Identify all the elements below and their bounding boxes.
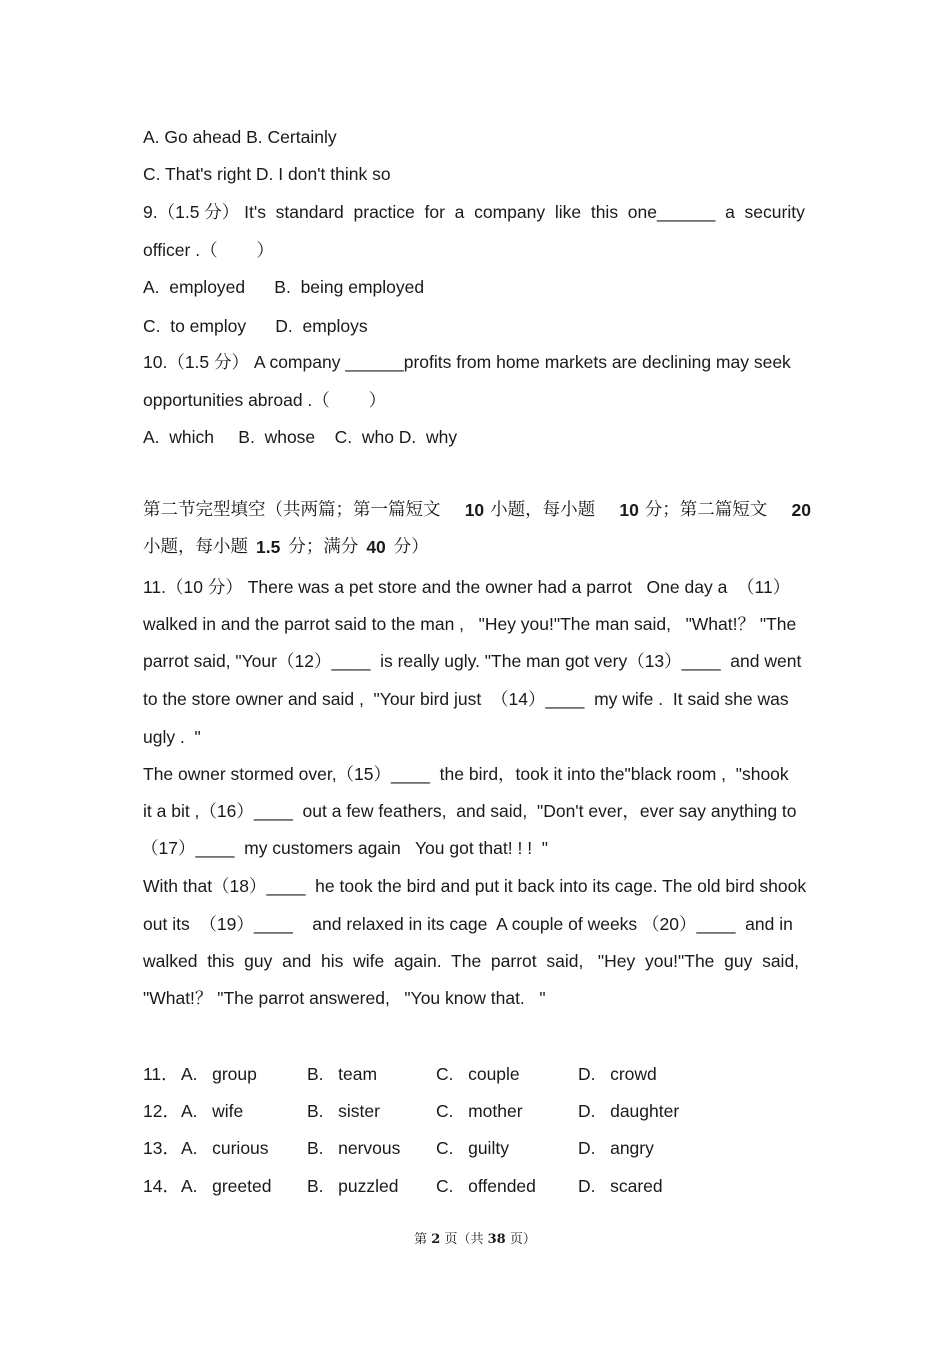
q9-stem-line-2: officer .（ ） (143, 240, 274, 260)
q9-stem-line-1: 9.（1.5 分） It's standard practice for a company like this one______ a security (143, 202, 805, 222)
q9-options-line-2: C. to employ D. employs (143, 316, 368, 336)
passage-line-3: parrot said, "Your（12）____ is really ugly. "The man got very（13）____ and went (143, 651, 802, 671)
section-heading-line-2 (143, 536, 811, 558)
cloze-option-d: D. daughter (578, 1101, 680, 1121)
passage-line-9: With that（18）____ he took the bird and put it back into its cage. The old bird shook (143, 876, 807, 896)
passage-line-1: 11.（10 分） There was a pet store and the owner had a parrot One day a （11） (143, 577, 791, 597)
footer-middle: 页（共 (444, 1232, 484, 1247)
section-heading-part-1: 第二节完型填空（共两篇；第一篇短文 (143, 500, 441, 520)
cloze-option-b: B. sister (307, 1101, 380, 1121)
cloze-option-b: B. puzzled (307, 1176, 399, 1196)
q10-stem-line-2: opportunities abroad .（ ） (143, 390, 387, 410)
passage-line-2: walked in and the parrot said to the man , "Hey you!"The man said, "What!？ "The (143, 614, 797, 634)
section-heading-part-2: 小题，每小题 (490, 500, 596, 520)
cloze-option-number: 13． (143, 1138, 180, 1158)
cloze-option-number: 12． (143, 1101, 180, 1121)
q8-options-line-1: A. Go ahead B. Certainly (143, 127, 337, 147)
section-score-2: 1.5 (256, 537, 281, 557)
cloze-option-c: C. guilty (436, 1138, 509, 1158)
cloze-option-c: C. mother (436, 1101, 523, 1121)
passage-line-12: "What!？ "The parrot answered, "You know that. " (143, 988, 546, 1008)
q8-options-line-2: C. That's right D. I don't think so (143, 164, 391, 184)
q9-options-line-1: A. employed B. being employed (143, 277, 425, 297)
cloze-option-d: D. angry (578, 1138, 654, 1158)
q10-options: A. which B. whose C. who D. why (143, 427, 458, 447)
cloze-option-d: D. crowd (578, 1064, 657, 1084)
section-score-1: 10 (619, 500, 639, 520)
cloze-option-b: B. team (307, 1064, 378, 1084)
section-heading-part-6: 分） (393, 537, 429, 557)
total-pages: 38 (487, 1232, 506, 1247)
passage-line-7: it a bit ,（16）____ out a few feathers, and said, "Don't ever，ever say anything to (143, 801, 797, 821)
passage-line-8: （17）____ my customers again You got that! ! ! " (141, 838, 548, 858)
cloze-option-b: B. nervous (307, 1138, 401, 1158)
section-heading-part-4: 小题，每小题 (143, 537, 248, 557)
cloze-option-d: D. scared (578, 1176, 663, 1196)
section-total: 40 (366, 537, 386, 557)
cloze-option-a: A. greeted (181, 1176, 272, 1196)
cloze-option-a: A. curious (181, 1138, 269, 1158)
cloze-option-a: A. wife (181, 1101, 244, 1121)
passage-line-11: walked this guy and his wife again. The parrot said, "Hey you!"The guy said, (143, 951, 800, 971)
passage-line-6: The owner stormed over,（15）____ the bird，took it into the"black room , "shook (143, 764, 789, 784)
section-heading-part-3: 分；第二篇短文 (644, 500, 768, 520)
cloze-option-number: 14． (143, 1176, 180, 1196)
section-heading-part-5: 分；满分 (288, 537, 359, 557)
passage-line-4: to the store owner and said , "Your bird just （14）____ my wife . It said she was (143, 689, 789, 709)
q10-stem-line-1: 10.（1.5 分） A company ______profits from home markets are declining may seek (143, 352, 791, 372)
footer-prefix: 第 (414, 1232, 428, 1247)
page-footer (0, 1231, 950, 1249)
cloze-option-c: C. couple (436, 1064, 520, 1084)
passage-line-10: out its （19）____ and relaxed in its cage A couple of weeks （20）____ and in (143, 914, 793, 934)
section-heading-line-1 (143, 499, 811, 521)
section-count-2: 20 (791, 500, 811, 520)
cloze-option-a: A. group (181, 1064, 257, 1084)
page-number: 2 (431, 1232, 441, 1247)
passage-line-5: ugly . " (143, 727, 201, 747)
cloze-option-number: 11． (143, 1064, 179, 1084)
footer-suffix: 页） (509, 1232, 536, 1247)
section-count-1: 10 (464, 500, 485, 520)
cloze-option-c: C. offended (436, 1176, 536, 1196)
